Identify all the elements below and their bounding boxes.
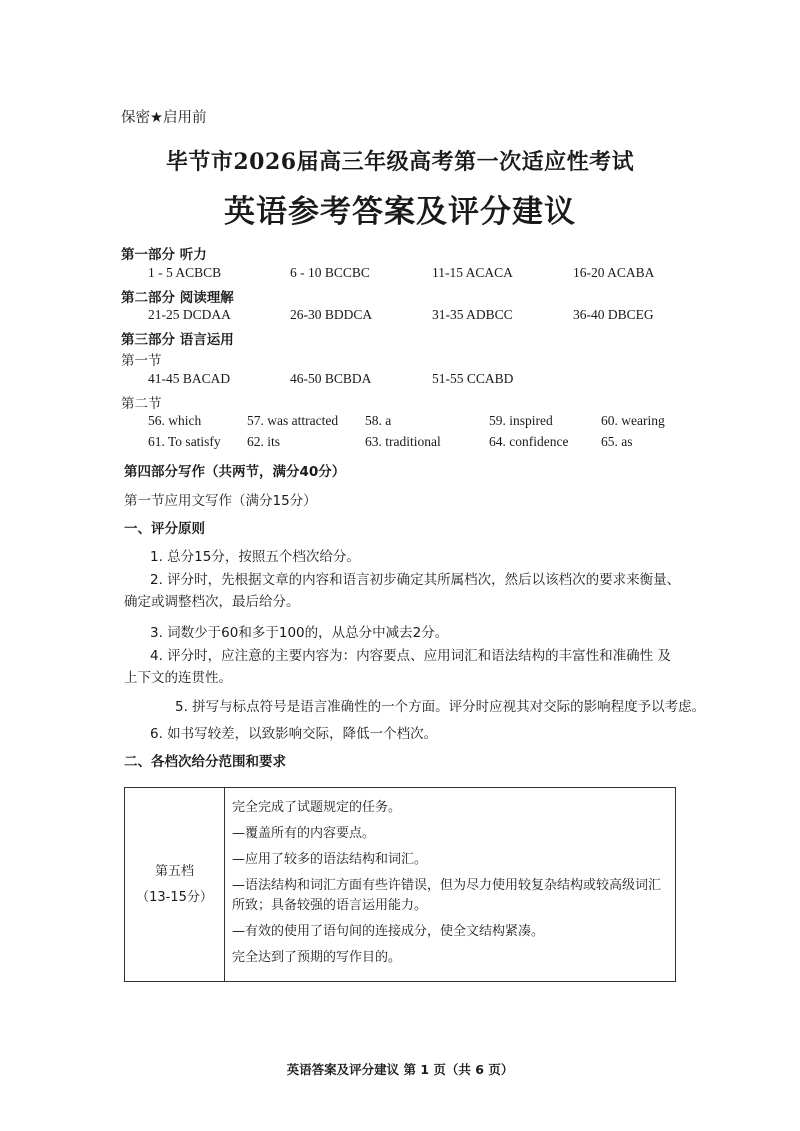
section2-label: 第二节	[121, 396, 162, 412]
part2-heading: 第二部分 阅读理解	[121, 290, 234, 306]
answer-item: 57. was attracted	[247, 413, 339, 428]
principle-item: 4. 评分时，应注意的主要内容为：内容要点、应用词汇和语法结构的丰富性和准确性 及上下文的连贯性。	[124, 648, 671, 686]
requirement-item: —应用了较多的语法结构和词汇。	[232, 852, 428, 867]
level-cell	[125, 788, 225, 982]
answer-group: 16-20 ACABA	[573, 265, 655, 280]
answer-group: 1 - 5 ACBCB	[148, 265, 222, 280]
requirement-item: —覆盖所有的内容要点。	[232, 826, 376, 841]
grading-table	[124, 787, 676, 982]
part1-heading: 第一部分 听力	[121, 247, 207, 263]
answer-group: 21-25 DCDAA	[148, 307, 231, 322]
principle-item: 5. 拼写与标点符号是语言准确性的一个方面。评分时应视其对交际的影响程度予以考虑。	[175, 699, 706, 715]
principle-item: 1. 总分15分，按照五个档次给分。	[150, 549, 360, 565]
answer-group: 6 - 10 BCCBC	[290, 265, 370, 280]
document-title: 英语参考答案及评分建议	[224, 194, 576, 230]
answer-item: 59. inspired	[489, 413, 553, 428]
page-footer: 英语答案及评分建议 第 1 页（共 6 页）	[286, 1062, 514, 1077]
requirement-item: 完全达到了预期的写作目的。	[232, 950, 402, 965]
principles-heading: 一、评分原则	[124, 521, 205, 537]
answer-item: 61. To satisfy	[148, 434, 221, 449]
answer-item: 63. traditional	[365, 434, 441, 449]
confidential-label: 保密★启用前	[121, 110, 207, 126]
exam-title: 毕节市2026届高三年级高考第一次适应性考试	[165, 149, 635, 175]
requirement-item: —语法结构和词汇方面有些许错误，但为尽力使用较复杂结构或较高级词汇所致；具备较强的语言运用能力。	[232, 878, 662, 913]
answer-group: 31-35 ADBCC	[432, 307, 513, 322]
part3-heading: 第三部分 语言运用	[121, 332, 234, 348]
answer-item: 60. wearing	[601, 413, 665, 428]
answer-group: 46-50 BCBDA	[290, 371, 372, 386]
table-row	[125, 788, 676, 982]
part4-heading: 第四部分写作（共两节，满分40分）	[124, 464, 346, 480]
answer-item: 58. a	[365, 413, 392, 428]
levels-heading: 二、各档次给分范围和要求	[124, 754, 286, 770]
answer-item: 65. as	[601, 434, 633, 449]
principle-item: 3. 词数少于60和多于100的，从总分中减去2分。	[150, 625, 449, 641]
answer-item: 56. which	[148, 413, 202, 428]
answer-group: 36-40 DBCEG	[573, 307, 654, 322]
section1-title: 第一节应用文写作（满分15分）	[124, 493, 317, 509]
answer-group: 11-15 ACACA	[432, 265, 513, 280]
answer-item: 64. confidence	[489, 434, 569, 449]
level-range: （13-15分）	[136, 889, 213, 905]
requirements-cell	[225, 788, 676, 982]
answer-group: 51-55 CCABD	[432, 371, 514, 386]
requirement-item: 完全完成了试题规定的任务。	[232, 800, 402, 815]
principle-item: 2. 评分时，先根据文章的内容和语言初步确定其所属档次，然后以该档次的要求来衡量、确定或调整档次，最后给分。	[124, 572, 681, 610]
section1-label: 第一节	[121, 353, 162, 369]
answer-item: 62. its	[247, 434, 281, 449]
level-name: 第五档	[154, 863, 194, 879]
answer-group: 26-30 BDDCA	[290, 307, 373, 322]
principle-item: 6. 如书写较差，以致影响交际，降低一个档次。	[150, 726, 438, 742]
answer-group: 41-45 BACAD	[148, 371, 231, 386]
requirement-item: —有效的使用了语句间的连接成分，使全文结构紧凑。	[232, 924, 545, 939]
